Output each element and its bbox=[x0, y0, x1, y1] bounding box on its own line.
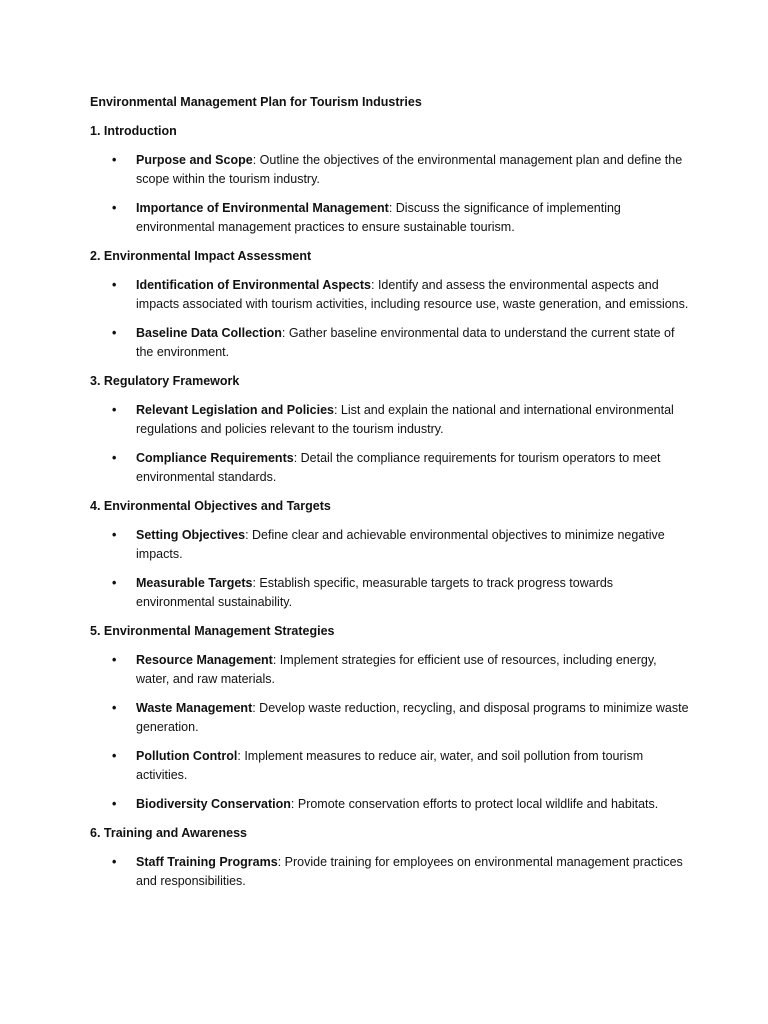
item-description: : List and explain the national and international environmental regulations and policies relevant to the tourism industry. bbox=[136, 403, 674, 436]
bullet-icon: • bbox=[112, 201, 117, 215]
section-heading: 5. Environmental Management Strategies bbox=[90, 624, 335, 638]
bullet-icon: • bbox=[112, 403, 117, 417]
list-item bbox=[90, 699, 690, 737]
bullet-icon: • bbox=[112, 326, 117, 340]
item-description: : Implement strategies for efficient use of resources, including energy, water, and raw materials. bbox=[136, 653, 657, 686]
bullet-list bbox=[90, 651, 690, 814]
item-description: : Promote conservation efforts to protect local wildlife and habitats. bbox=[290, 797, 659, 811]
section-introduction bbox=[90, 122, 690, 237]
item-term: Staff Training Programs bbox=[136, 855, 278, 869]
list-item bbox=[90, 449, 690, 487]
item-description: : Identify and assess the environmental aspects and impacts associated with tourism activities, including resource use, waste generation, and emissions. bbox=[136, 278, 689, 311]
item-term: Resource Management bbox=[136, 653, 273, 667]
section-management-strategies bbox=[90, 622, 690, 814]
item-description: : Implement measures to reduce air, water, and soil pollution from tourism activities. bbox=[136, 749, 644, 782]
list-item bbox=[90, 795, 690, 814]
bullet-icon: • bbox=[112, 701, 117, 715]
section-heading: 1. Introduction bbox=[90, 124, 177, 138]
item-description: : Establish specific, measurable targets to track progress towards environmental sustainability. bbox=[136, 576, 614, 609]
bullet-list bbox=[90, 151, 690, 237]
item-description: : Provide training for employees on environmental management practices and responsibilities. bbox=[136, 855, 683, 888]
list-item bbox=[90, 651, 690, 689]
item-description: : Outline the objectives of the environmental management plan and define the scope within the tourism industry. bbox=[136, 153, 683, 186]
bullet-list bbox=[90, 526, 690, 612]
bullet-icon: • bbox=[112, 153, 117, 167]
list-item bbox=[90, 526, 690, 564]
list-item bbox=[90, 574, 690, 612]
item-description: : Detail the compliance requirements for tourism operators to meet environmental standards. bbox=[136, 451, 661, 484]
item-term: Biodiversity Conservation bbox=[136, 797, 291, 811]
bullet-icon: • bbox=[112, 528, 117, 542]
section-heading: 4. Environmental Objectives and Targets bbox=[90, 499, 331, 513]
document-title: Environmental Management Plan for Tourism Industries bbox=[90, 95, 422, 109]
item-description: : Discuss the significance of implementing environmental management practices to ensure sustainable tourism. bbox=[136, 201, 621, 234]
item-term: Purpose and Scope bbox=[136, 153, 253, 167]
item-term: Relevant Legislation and Policies bbox=[136, 403, 334, 417]
item-term: Measurable Targets bbox=[136, 576, 253, 590]
bullet-icon: • bbox=[112, 749, 117, 763]
item-term: Identification of Environmental Aspects bbox=[136, 278, 371, 292]
bullet-icon: • bbox=[112, 278, 117, 292]
section-heading: 2. Environmental Impact Assessment bbox=[90, 249, 312, 263]
section-environmental-objectives bbox=[90, 497, 690, 612]
section-heading: 6. Training and Awareness bbox=[90, 826, 248, 840]
section-environmental-impact-assessment bbox=[90, 247, 690, 362]
section-training-awareness bbox=[90, 824, 690, 891]
item-term: Waste Management bbox=[136, 701, 253, 715]
list-item bbox=[90, 401, 690, 439]
list-item bbox=[90, 151, 690, 189]
item-term: Importance of Environmental Management bbox=[136, 201, 389, 215]
item-description: : Gather baseline environmental data to understand the current state of the environment. bbox=[136, 326, 675, 359]
bullet-icon: • bbox=[112, 797, 117, 811]
item-term: Pollution Control bbox=[136, 749, 238, 763]
bullet-icon: • bbox=[112, 653, 117, 667]
bullet-icon: • bbox=[112, 451, 117, 465]
section-regulatory-framework bbox=[90, 372, 690, 487]
bullet-icon: • bbox=[112, 576, 117, 590]
item-description: : Develop waste reduction, recycling, and disposal programs to minimize waste generation. bbox=[136, 701, 689, 734]
list-item bbox=[90, 853, 690, 891]
list-item bbox=[90, 747, 690, 785]
list-item bbox=[90, 324, 690, 362]
item-description: : Define clear and achievable environmental objectives to minimize negative impacts. bbox=[136, 528, 665, 561]
section-heading: 3. Regulatory Framework bbox=[90, 374, 240, 388]
bullet-list bbox=[90, 401, 690, 487]
bullet-icon: • bbox=[112, 855, 117, 869]
item-term: Baseline Data Collection bbox=[136, 326, 282, 340]
bullet-list bbox=[90, 276, 690, 362]
document-page bbox=[90, 93, 690, 901]
item-term: Compliance Requirements bbox=[136, 451, 294, 465]
list-item bbox=[90, 199, 690, 237]
bullet-list bbox=[90, 853, 690, 891]
item-term: Setting Objectives bbox=[136, 528, 246, 542]
list-item bbox=[90, 276, 690, 314]
